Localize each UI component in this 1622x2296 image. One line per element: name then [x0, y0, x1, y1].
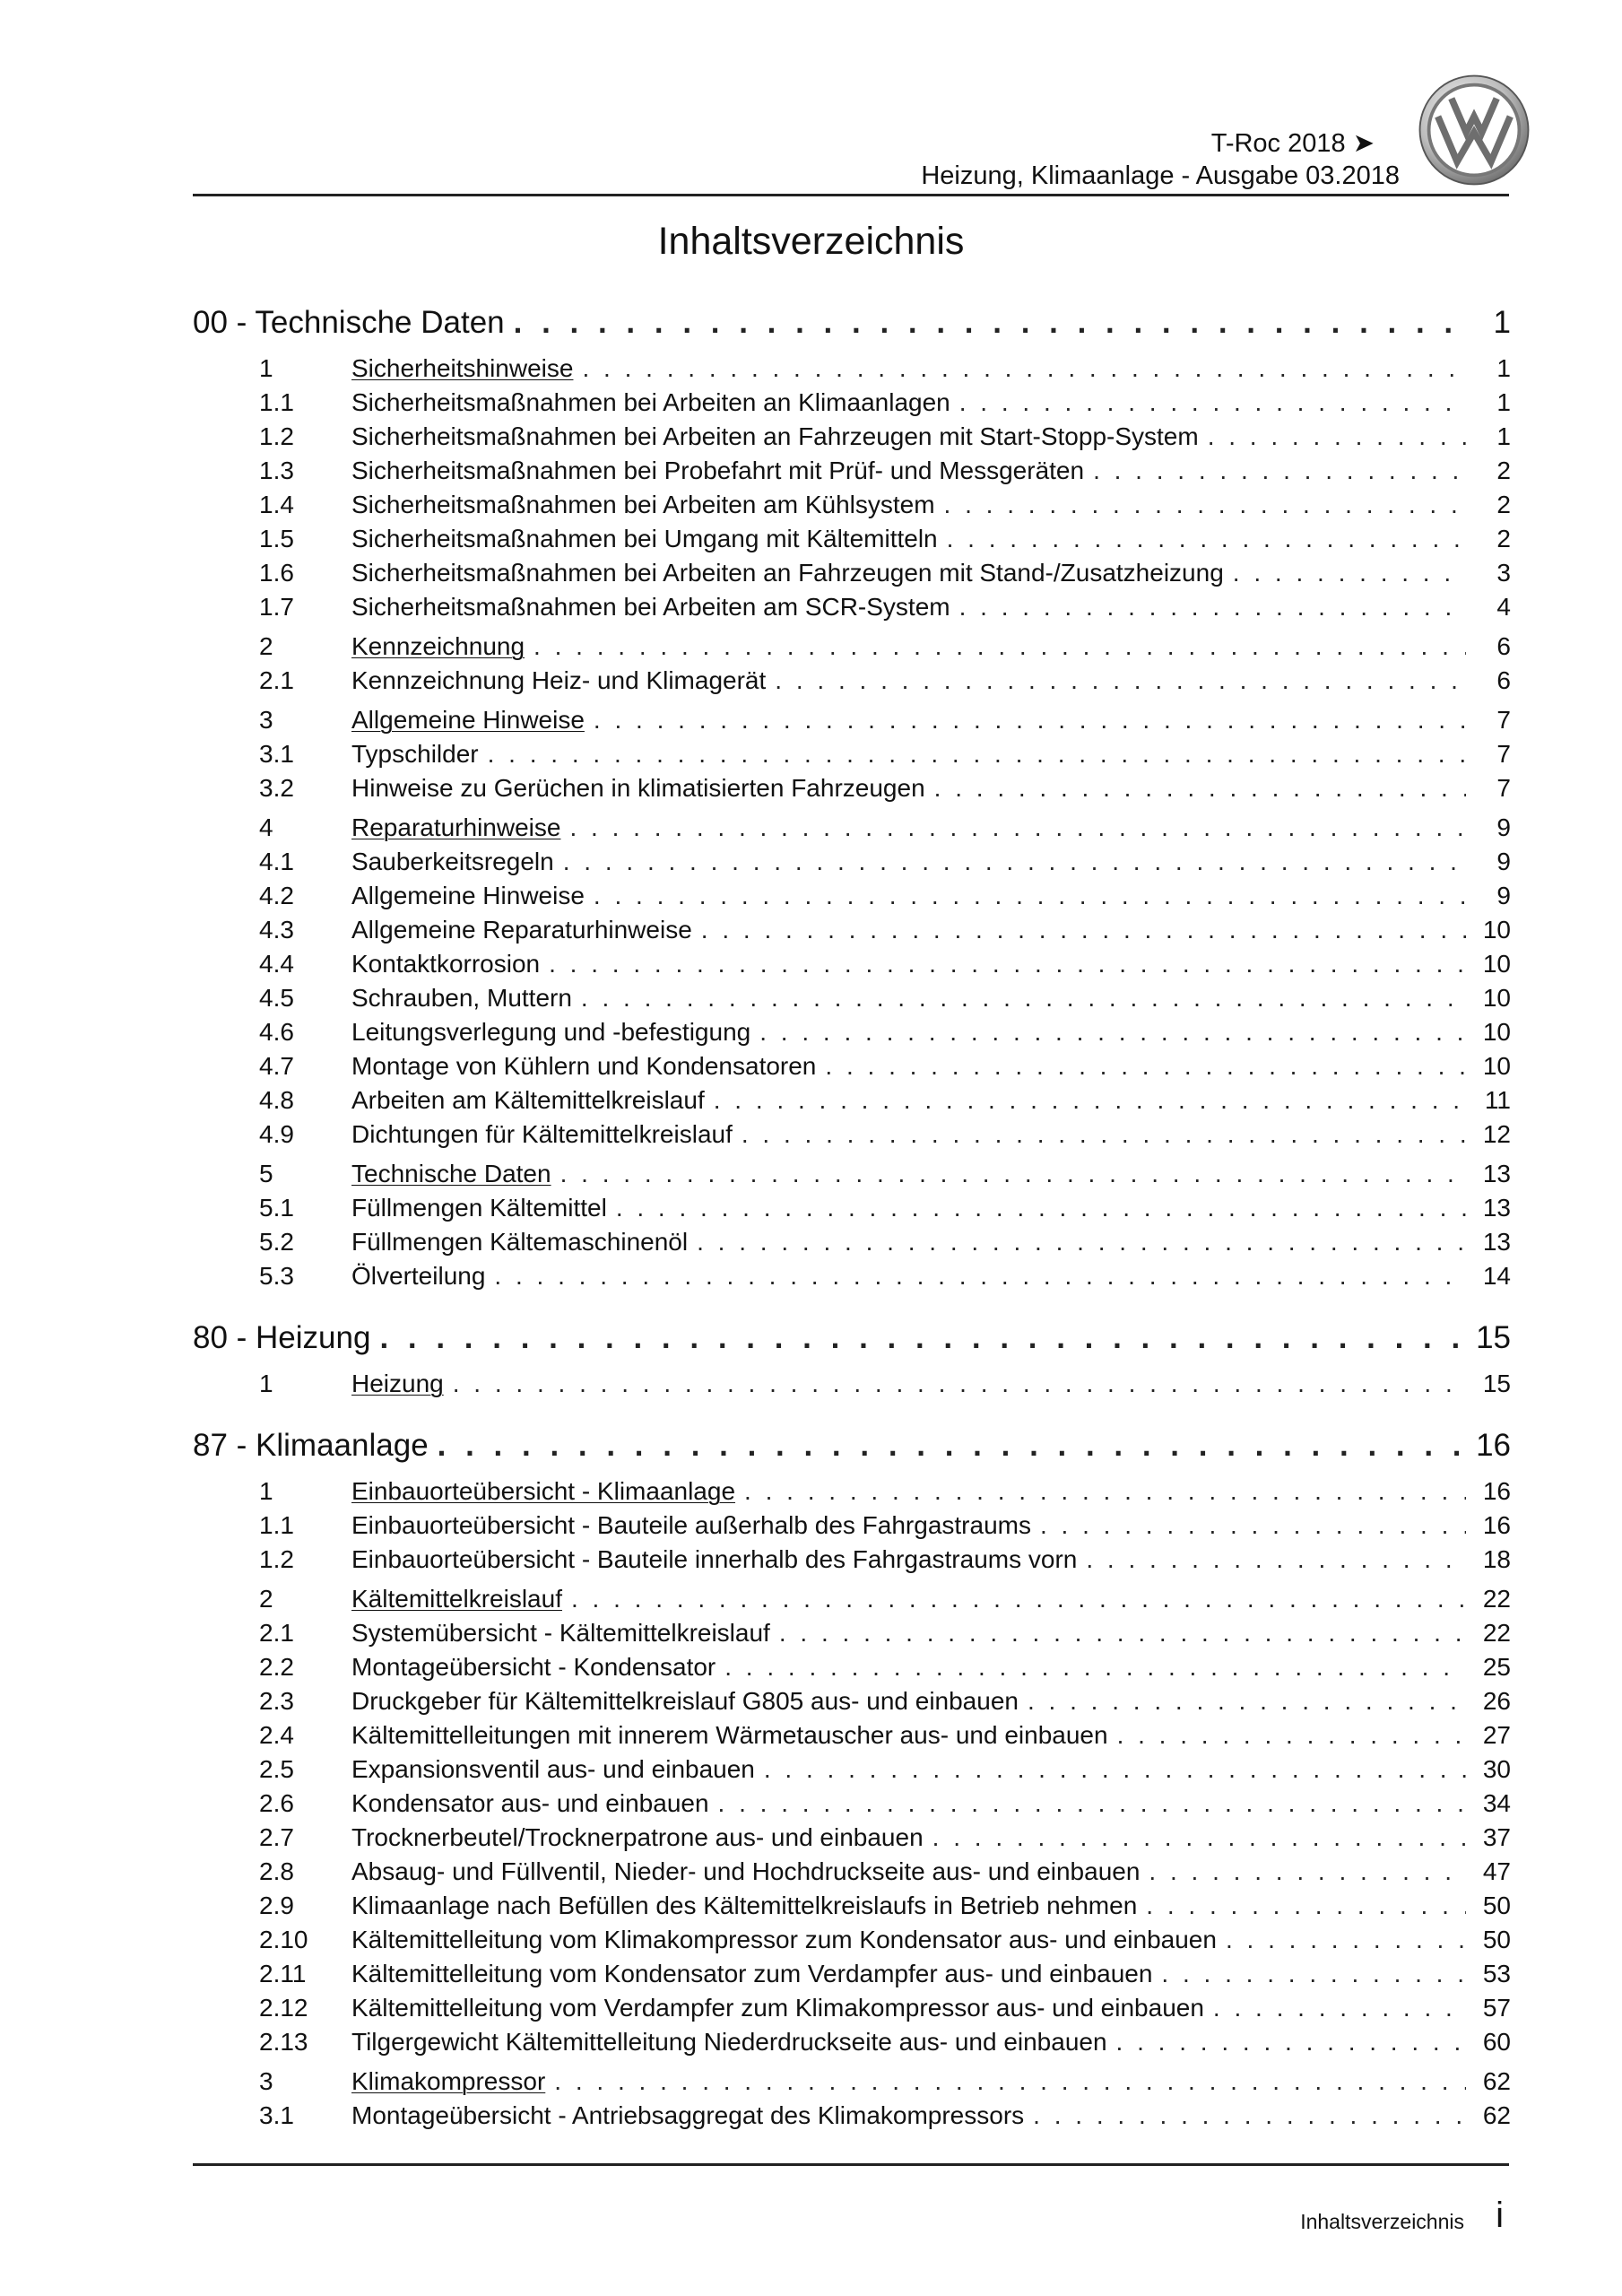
toc-page-number: 4	[1496, 593, 1511, 621]
toc-entry-title: Kennzeichnung	[351, 632, 525, 660]
toc-page-number: 9	[1496, 813, 1511, 841]
toc-entry-number: 2.7	[259, 1823, 294, 1851]
toc-section-row[interactable]	[193, 1889, 1511, 1923]
toc-entry-number: 3	[259, 2067, 273, 2095]
toc-page-number: 3	[1496, 559, 1511, 587]
toc-chapter-row[interactable]	[193, 2065, 1511, 2099]
toc-section-row[interactable]	[193, 1957, 1511, 1991]
toc-dot-leader	[569, 811, 1466, 845]
toc-chapter-row[interactable]	[193, 630, 1511, 664]
toc-entry-title: Kältemittelkreislauf	[351, 1585, 562, 1613]
toc-entry-title: Sicherheitsmaßnahmen bei Arbeiten am SCR-System	[351, 593, 950, 621]
toc-dot-leader	[934, 771, 1466, 805]
toc-entry-number: 2.11	[259, 1960, 307, 1987]
toc-entry-title: Allgemeine Hinweise	[351, 882, 585, 909]
toc-page-number: 27	[1482, 1721, 1511, 1749]
toc-dot-leader	[582, 352, 1466, 386]
toc-page-number: 30	[1482, 1755, 1511, 1783]
toc-section-row[interactable]	[193, 737, 1511, 771]
toc-entry-title: Montage von Kühlern und Kondensatoren	[351, 1052, 817, 1080]
toc-entry-title: Sicherheitshinweise	[351, 354, 574, 382]
toc-entry-title: Kennzeichnung Heiz- und Klimagerät	[351, 666, 767, 694]
toc-dot-leader	[1028, 1684, 1466, 1718]
toc-section-row[interactable]	[193, 1049, 1511, 1083]
toc-page-number: 62	[1482, 2101, 1511, 2129]
toc-entry-title: Kondensator aus- und einbauen	[351, 1789, 709, 1817]
toc-entry-number: 2.8	[259, 1857, 294, 1885]
toc-entry-title: Druckgeber für Kältemittelkreislauf G805 aus- und einbauen	[351, 1687, 1019, 1715]
toc-section-row[interactable]	[193, 1191, 1511, 1225]
toc-page-number: 7	[1496, 706, 1511, 734]
toc-dot-leader	[959, 590, 1466, 624]
toc-entry-number: 2.10	[259, 1926, 308, 1953]
toc-entry-number: 2.5	[259, 1755, 294, 1783]
toc-page-number: 53	[1482, 1960, 1511, 1987]
toc-page-number: 16	[1482, 1511, 1511, 1539]
toc-entry-number: 2.12	[259, 1994, 308, 2022]
toc-dot-leader	[1208, 420, 1466, 454]
toc-entry-title: Hinweise zu Gerüchen in klimatisierten Fahrzeugen	[351, 774, 925, 802]
toc-entry-title: Sicherheitsmaßnahmen bei Arbeiten an Fahrzeugen mit Start-Stopp-System	[351, 422, 1199, 450]
toc-page-number: 62	[1482, 2067, 1511, 2095]
toc-section-row[interactable]	[193, 1259, 1511, 1293]
toc-dot-leader	[959, 386, 1466, 420]
toc-section-row[interactable]	[193, 386, 1511, 420]
toc-entry-number: 3.1	[259, 2101, 294, 2129]
toc-dot-leader	[560, 1157, 1466, 1191]
toc-entry-title: Expansionsventil aus- und einbauen	[351, 1755, 755, 1783]
toc-entry-number: 4.1	[259, 848, 294, 875]
toc-entry-number: 1	[259, 354, 273, 382]
toc-chapter-row[interactable]	[193, 1157, 1511, 1191]
toc-page-number: 10	[1482, 950, 1511, 978]
toc-page-number: 13	[1482, 1228, 1511, 1256]
toc-page-number: 50	[1482, 1926, 1511, 1953]
toc-entry-title: Montageübersicht - Antriebsaggregat des Klimakompressors	[351, 2101, 1025, 2129]
toc-dot-leader	[714, 1083, 1466, 1118]
toc-section-row[interactable]	[193, 522, 1511, 556]
toc-section-row[interactable]	[193, 1015, 1511, 1049]
toc-section-row[interactable]	[193, 590, 1511, 624]
toc-section-row[interactable]	[193, 1923, 1511, 1957]
toc-page-number: 60	[1482, 2028, 1511, 2056]
toc-dot-leader	[379, 1320, 1463, 1356]
toc-section-row[interactable]	[193, 879, 1511, 913]
toc-entry-title: Kältemittelleitung vom Verdampfer zum Klimakompressor aus- und einbauen	[351, 1994, 1204, 2022]
toc-page-number: 1	[1496, 422, 1511, 450]
toc-page-number: 1	[1496, 354, 1511, 382]
toc-page-number: 7	[1496, 774, 1511, 802]
toc-section-row[interactable]	[193, 420, 1511, 454]
toc-dot-leader	[1226, 1923, 1466, 1957]
toc-entry-number: 3.2	[259, 774, 294, 802]
toc-dot-leader	[724, 1650, 1466, 1684]
toc-section-row[interactable]	[193, 1684, 1511, 1718]
toc-entry-number: 4.2	[259, 882, 294, 909]
toc-dot-leader	[494, 1259, 1466, 1293]
toc-entry-number: 3.1	[259, 740, 294, 768]
toc-page-number: 47	[1482, 1857, 1511, 1885]
toc-entry-number: 4.3	[259, 916, 294, 944]
toc-page-number: 10	[1482, 1018, 1511, 1046]
toc-entry-number: 2.1	[259, 1619, 294, 1647]
toc-entry-title: Sicherheitsmaßnahmen bei Umgang mit Kältemitteln	[351, 525, 938, 552]
toc-entry-title: Dichtungen für Kältemittelkreislauf	[351, 1120, 733, 1148]
toc-entry-number: 4	[259, 813, 273, 841]
toc-entry-number: 5.3	[259, 1262, 294, 1290]
toc-entry-title: Kältemittelleitung vom Kondensator zum Verdampfer aus- und einbauen	[351, 1960, 1153, 1987]
toc-page-number: 22	[1482, 1619, 1511, 1647]
toc-page-number: 2	[1496, 457, 1511, 484]
toc-dot-leader	[1233, 556, 1466, 590]
toc-section-row[interactable]	[193, 556, 1511, 590]
toc-dot-leader	[616, 1191, 1466, 1225]
toc-entry-number: 1.1	[259, 388, 294, 416]
footer-rule	[193, 2163, 1509, 2166]
toc-page-number: 7	[1496, 740, 1511, 768]
toc-entry-title: Allgemeine Hinweise	[351, 706, 585, 734]
toc-entry-number: 2.4	[259, 1721, 294, 1749]
toc-section-row[interactable]	[193, 664, 1511, 698]
toc-chapter-row[interactable]	[193, 352, 1511, 386]
toc-section-row[interactable]	[193, 1118, 1511, 1152]
toc-entry-title: Klimakompressor	[351, 2067, 546, 2095]
toc-entry-title: Leitungsverlegung und -befestigung	[351, 1018, 751, 1046]
toc-page-number: 34	[1482, 1789, 1511, 1817]
header-rule	[193, 194, 1509, 196]
toc-page-number: 2	[1496, 525, 1511, 552]
toc-entry-number: 2.6	[259, 1789, 294, 1817]
toc-page-number: 26	[1482, 1687, 1511, 1715]
toc-entry-number: 4.4	[259, 950, 294, 978]
toc-entry-title: Ölverteilung	[351, 1262, 486, 1290]
toc-entry-title: Tilgergewicht Kältemittelleitung Niederdruckseite aus- und einbauen	[351, 2028, 1107, 2056]
toc-entry-title: Heizung	[351, 1370, 444, 1397]
table-of-contents	[193, 296, 1511, 2133]
toc-section-row[interactable]	[193, 1616, 1511, 1650]
toc-page-number: 22	[1482, 1585, 1511, 1613]
toc-dot-leader	[1033, 2099, 1466, 2133]
toc-entry-title: Typschilder	[351, 740, 479, 768]
toc-page-number: 1	[1493, 305, 1511, 340]
toc-page-number: 9	[1496, 848, 1511, 875]
toc-section-row[interactable]	[193, 1855, 1511, 1889]
toc-page-number: 11	[1484, 1086, 1511, 1114]
toc-chapter-row[interactable]	[193, 1474, 1511, 1509]
toc-dot-leader	[701, 913, 1466, 947]
toc-entry-title: Absaug- und Füllventil, Nieder- und Hochdruckseite aus- und einbauen	[351, 1857, 1141, 1885]
toc-section-row[interactable]	[193, 2099, 1511, 2133]
toc-page-number: 13	[1482, 1194, 1511, 1222]
toc-section-row[interactable]	[193, 1083, 1511, 1118]
toc-entry-number: 2	[259, 1585, 273, 1613]
toc-entry-title: Einbauorteübersicht - Bauteile innerhalb des Fahrgastraums vorn	[351, 1545, 1078, 1573]
toc-dot-leader	[775, 664, 1466, 698]
toc-entry-title: 80 - Heizung	[193, 1320, 371, 1355]
toc-entry-title: 00 - Technische Daten	[193, 305, 505, 340]
toc-dot-leader	[932, 1821, 1466, 1855]
toc-entry-title: Systemübersicht - Kältemittelkreislauf	[351, 1619, 770, 1647]
toc-dot-leader	[1149, 1855, 1466, 1889]
toc-page-number: 16	[1482, 1477, 1511, 1505]
toc-page-number: 14	[1482, 1262, 1511, 1290]
toc-dot-leader	[581, 981, 1466, 1015]
toc-entry-title: Allgemeine Reparaturhinweise	[351, 916, 692, 944]
toc-entry-title: Füllmengen Kältemaschinenöl	[351, 1228, 689, 1256]
toc-section-row[interactable]	[193, 1509, 1511, 1543]
toc-section-row[interactable]	[193, 1821, 1511, 1855]
toc-section-row[interactable]	[193, 981, 1511, 1015]
toc-entry-number: 4.9	[259, 1120, 294, 1148]
toc-page-number: 15	[1482, 1370, 1511, 1397]
toc-entry-number: 2.2	[259, 1653, 294, 1681]
toc-section-row[interactable]	[193, 1787, 1511, 1821]
toc-page-number: 10	[1482, 1052, 1511, 1080]
toc-chapter-row[interactable]	[193, 1367, 1511, 1401]
toc-chapter-row[interactable]	[193, 703, 1511, 737]
header-subtitle: Heizung, Klimaanlage - Ausgabe 03.2018	[921, 161, 1400, 190]
toc-dot-leader	[825, 1049, 1466, 1083]
toc-dot-leader	[1117, 1718, 1466, 1752]
toc-part-row[interactable]	[193, 1419, 1511, 1469]
toc-part-row[interactable]	[193, 1311, 1511, 1361]
toc-section-row[interactable]	[193, 1718, 1511, 1752]
toc-page-number: 15	[1476, 1320, 1511, 1355]
toc-dot-leader	[779, 1616, 1466, 1650]
toc-entry-number: 1.2	[259, 1545, 294, 1573]
toc-dot-leader	[1213, 1991, 1466, 2025]
vw-logo-icon	[1418, 74, 1531, 187]
toc-entry-number: 2	[259, 632, 273, 660]
toc-entry-title: 87 - Klimaanlage	[193, 1428, 429, 1463]
toc-entry-title: Füllmengen Kältemittel	[351, 1194, 607, 1222]
toc-page-number: 25	[1482, 1653, 1511, 1681]
footer-label: Inhaltsverzeichnis	[1300, 2210, 1464, 2233]
toc-section-row[interactable]	[193, 1650, 1511, 1684]
toc-entry-title: Sicherheitsmaßnahmen bei Arbeiten am Kühlsystem	[351, 491, 935, 518]
toc-dot-leader	[697, 1225, 1466, 1259]
toc-entry-number: 2.9	[259, 1892, 294, 1919]
toc-dot-leader	[947, 522, 1466, 556]
toc-section-row[interactable]	[193, 1752, 1511, 1787]
toc-entry-title: Montageübersicht - Kondensator	[351, 1653, 716, 1681]
toc-dot-leader	[1093, 454, 1466, 488]
toc-entry-number: 2.13	[259, 2028, 308, 2056]
toc-page-number: 37	[1482, 1823, 1511, 1851]
toc-page-number: 13	[1482, 1160, 1511, 1187]
toc-chapter-row[interactable]	[193, 811, 1511, 845]
toc-section-row[interactable]	[193, 1225, 1511, 1259]
toc-dot-leader	[488, 737, 1466, 771]
footer-page-number: i	[1496, 2196, 1504, 2235]
toc-dot-leader	[594, 879, 1466, 913]
toc-dot-leader	[1086, 1543, 1466, 1577]
toc-dot-leader	[1116, 2025, 1466, 2059]
header-model: T-Roc 2018 ➤	[1210, 129, 1375, 158]
toc-entry-title: Kältemittelleitungen mit innerem Wärmetauscher aus- und einbauen	[351, 1721, 1108, 1749]
toc-dot-leader	[944, 488, 1466, 522]
toc-page-number: 18	[1482, 1545, 1511, 1573]
toc-page-number: 10	[1482, 984, 1511, 1012]
toc-dot-leader	[571, 1582, 1466, 1616]
toc-dot-leader	[1161, 1957, 1466, 1991]
toc-entry-number: 1	[259, 1477, 273, 1505]
toc-entry-number: 5.1	[259, 1194, 294, 1222]
toc-entry-title: Technische Daten	[351, 1160, 551, 1187]
toc-dot-leader	[533, 630, 1466, 664]
toc-entry-number: 2.3	[259, 1687, 294, 1715]
toc-dot-leader	[563, 845, 1466, 879]
toc-page-number: 12	[1482, 1120, 1511, 1148]
toc-dot-leader	[718, 1787, 1466, 1821]
toc-section-row[interactable]	[193, 845, 1511, 879]
toc-page-number: 57	[1482, 1994, 1511, 2022]
toc-entry-number: 1.7	[259, 593, 294, 621]
toc-section-row[interactable]	[193, 488, 1511, 522]
toc-page-number: 50	[1482, 1892, 1511, 1919]
toc-entry-number: 1.3	[259, 457, 294, 484]
toc-entry-number: 1.2	[259, 422, 294, 450]
toc-entry-number: 4.7	[259, 1052, 294, 1080]
toc-entry-number: 1.5	[259, 525, 294, 552]
toc-section-row[interactable]	[193, 454, 1511, 488]
toc-entry-number: 5	[259, 1160, 273, 1187]
toc-entry-title: Trocknerbeutel/Trocknerpatrone aus- und einbauen	[351, 1823, 924, 1851]
toc-entry-number: 1.6	[259, 559, 294, 587]
toc-entry-number: 2.1	[259, 666, 294, 694]
toc-page-number: 6	[1496, 632, 1511, 660]
toc-entry-number: 4.8	[259, 1086, 294, 1114]
toc-entry-title: Einbauorteübersicht - Bauteile außerhalb des Fahrgastraums	[351, 1511, 1031, 1539]
toc-entry-title: Sicherheitsmaßnahmen bei Arbeiten an Fahrzeugen mit Stand-/Zusatzheizung	[351, 559, 1224, 587]
toc-entry-number: 1	[259, 1370, 273, 1397]
toc-entry-title: Sicherheitsmaßnahmen bei Probefahrt mit Prüf- und Messgeräten	[351, 457, 1085, 484]
toc-dot-leader	[1146, 1889, 1466, 1923]
toc-entry-number: 4.6	[259, 1018, 294, 1046]
toc-entry-number: 1.1	[259, 1511, 294, 1539]
toc-page-number: 9	[1496, 882, 1511, 909]
page-title: Inhaltsverzeichnis	[657, 220, 965, 263]
toc-entry-number: 4.5	[259, 984, 294, 1012]
toc-entry-number: 3	[259, 706, 273, 734]
toc-entry-title: Klimaanlage nach Befüllen des Kältemittelkreislaufs in Betrieb nehmen	[351, 1892, 1138, 1919]
toc-entry-title: Sauberkeitsregeln	[351, 848, 554, 875]
toc-entry-title: Einbauorteübersicht - Klimaanlage	[351, 1477, 736, 1505]
toc-page-number: 16	[1476, 1428, 1511, 1463]
toc-dot-leader	[594, 703, 1466, 737]
toc-entry-number: 1.4	[259, 491, 294, 518]
toc-section-row[interactable]	[193, 771, 1511, 805]
toc-entry-title: Kontaktkorrosion	[351, 950, 541, 978]
toc-dot-leader	[549, 947, 1466, 981]
toc-dot-leader	[514, 305, 1466, 341]
toc-section-row[interactable]	[193, 947, 1511, 981]
toc-section-row[interactable]	[193, 913, 1511, 947]
toc-entry-title: Reparaturhinweise	[351, 813, 561, 841]
toc-dot-leader	[759, 1015, 1466, 1049]
toc-entry-title: Arbeiten am Kältemittelkreislauf	[351, 1086, 705, 1114]
toc-page-number: 1	[1496, 388, 1511, 416]
toc-dot-leader	[742, 1118, 1466, 1152]
toc-dot-leader	[453, 1367, 1466, 1401]
toc-entry-title: Kältemittelleitung vom Klimakompressor zum Kondensator aus- und einbauen	[351, 1926, 1217, 1953]
toc-dot-leader	[554, 2065, 1466, 2099]
toc-dot-leader	[764, 1752, 1466, 1787]
toc-section-row[interactable]	[193, 2025, 1511, 2059]
toc-dot-leader	[1040, 1509, 1466, 1543]
toc-entry-title: Sicherheitsmaßnahmen bei Arbeiten an Klimaanlagen	[351, 388, 950, 416]
toc-section-row[interactable]	[193, 1991, 1511, 2025]
toc-page-number: 6	[1496, 666, 1511, 694]
toc-page-number: 10	[1482, 916, 1511, 944]
toc-part-row[interactable]	[193, 296, 1511, 346]
toc-entry-number: 5.2	[259, 1228, 294, 1256]
toc-chapter-row[interactable]	[193, 1582, 1511, 1616]
toc-dot-leader	[744, 1474, 1466, 1509]
toc-section-row[interactable]	[193, 1543, 1511, 1577]
toc-entry-title: Schrauben, Muttern	[351, 984, 572, 1012]
toc-page-number: 2	[1496, 491, 1511, 518]
toc-dot-leader	[438, 1428, 1463, 1464]
